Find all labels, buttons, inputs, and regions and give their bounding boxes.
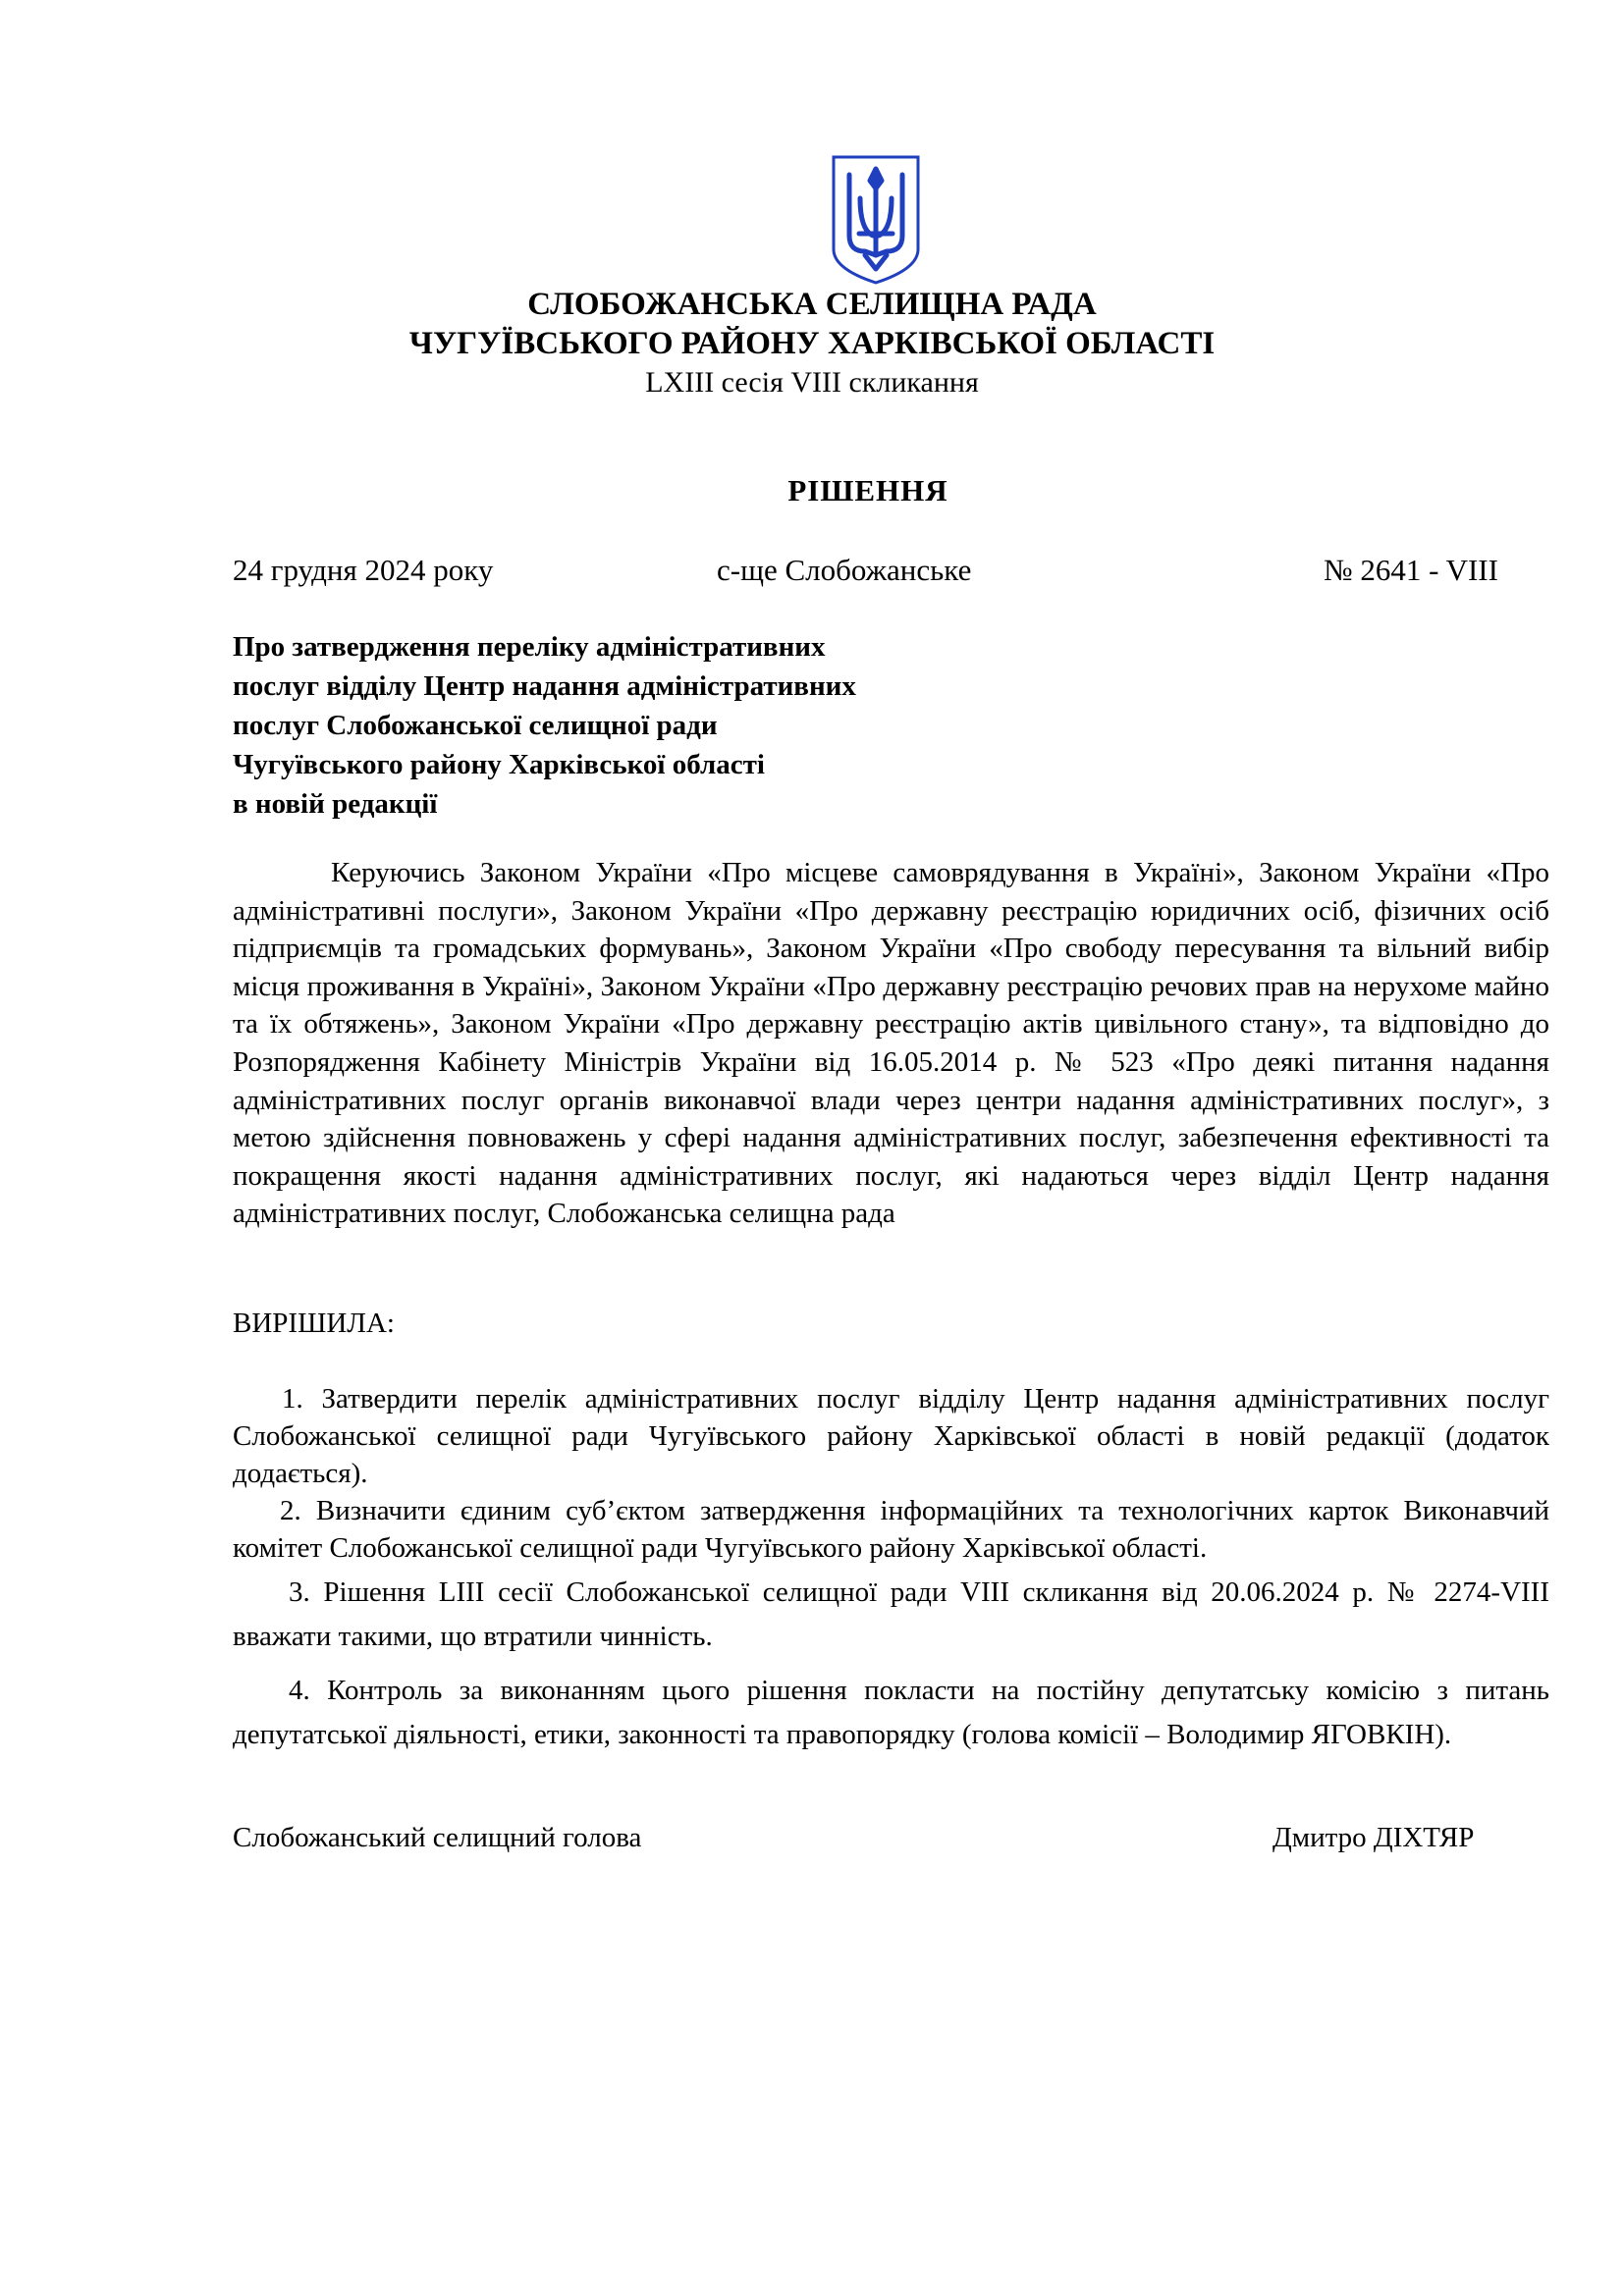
- decision-place: с-ще Слобожанське: [717, 553, 972, 587]
- resolution-items: [233, 1380, 1549, 1757]
- coat-of-arms-of-ukraine-icon: [830, 153, 922, 287]
- organization-name-line-1: СЛОБОЖАНСЬКА СЕЛИЩНА РАДА: [527, 287, 1097, 322]
- preamble-paragraph: Керуючись Законом України «Про місцеве самоврядування в Україні», Законом України «Про адміністративні послуги», Законом України «Про державну реєстрацію юридичних осіб, фізичних осіб підприємців та громадських формувань», Законом України «Про свободу пересування та вільний вибір місця проживання в Україні», Законом України «Про державну реєстрацію речових прав на нерухоме майно та їх обтяжень», Законом України «Про державну реєстрацію актів цивільного стану», та відповідно до Розпорядження Кабінету Міністрів України від 16.05.2014 р. № 523 «Про деякі питання надання адміністративних послуг органів виконавчої влади через центри надання адміністративних послуг», з метою здійснення повноважень у сфері надання адміністративних послуг, забезпечення ефективності та покращення якості надання адміністративних послуг, які надаються через відділ Центр надання адміністративних послуг, Слобожанська селищна рада: [233, 857, 1549, 1230]
- session-info: LXIII сесія VIII скликання: [645, 366, 979, 399]
- subject-line: Чугуївського району Харківської області: [233, 749, 765, 780]
- resolution-item: 4. Контроль за виконанням цього рішення покласти на постійну депутатську комісію з питань депутатської діяльності, етики, законності та правопорядку (голова комісії – Володимир ЯГОВКІН).: [233, 1675, 1549, 1750]
- subject-line: послуг відділу Центр надання адміністративних: [233, 670, 856, 702]
- signatory-title: Слобожанський селищний голова: [233, 1822, 642, 1853]
- subject-line: послуг Слобожанської селищної ради: [233, 710, 718, 741]
- resolution-item: 2. Визначити єдиним суб’єктом затвердження інформаційних та технологічних карток Виконавчий комітет Слобожанської селищної ради Чугуївського району Харківської області.: [233, 1495, 1549, 1564]
- decision-subject: [233, 627, 1116, 824]
- subject-line: в новій редакції: [233, 788, 438, 820]
- resolved-label: ВИРІШИЛА:: [233, 1308, 395, 1339]
- decision-number: № 2641 - VIII: [1324, 553, 1498, 587]
- decision-date: 24 грудня 2024 року: [233, 553, 494, 587]
- resolution-item: 3. Рішення LIII сесії Слобожанської селищної ради VIII скликання від 20.06.2024 р. № 2274-VIII вважати такими, що втратили чинність.: [233, 1576, 1549, 1652]
- document-title: РІШЕННЯ: [787, 473, 948, 507]
- organization-name-line-2: ЧУГУЇВСЬКОГО РАЙОНУ ХАРКІВСЬКОЇ ОБЛАСТІ: [408, 326, 1216, 361]
- document-header: [0, 285, 1624, 402]
- resolution-item: 1. Затвердити перелік адміністративних послуг відділу Центр надання адміністративних послуг Слобожанської селищної ради Чугуївського району Харківської області в новій редакції (додаток додається).: [233, 1383, 1549, 1489]
- subject-line: Про затвердження переліку адміністративних: [233, 631, 826, 663]
- signatory-name: Дмитро ДІХТЯР: [1272, 1822, 1475, 1853]
